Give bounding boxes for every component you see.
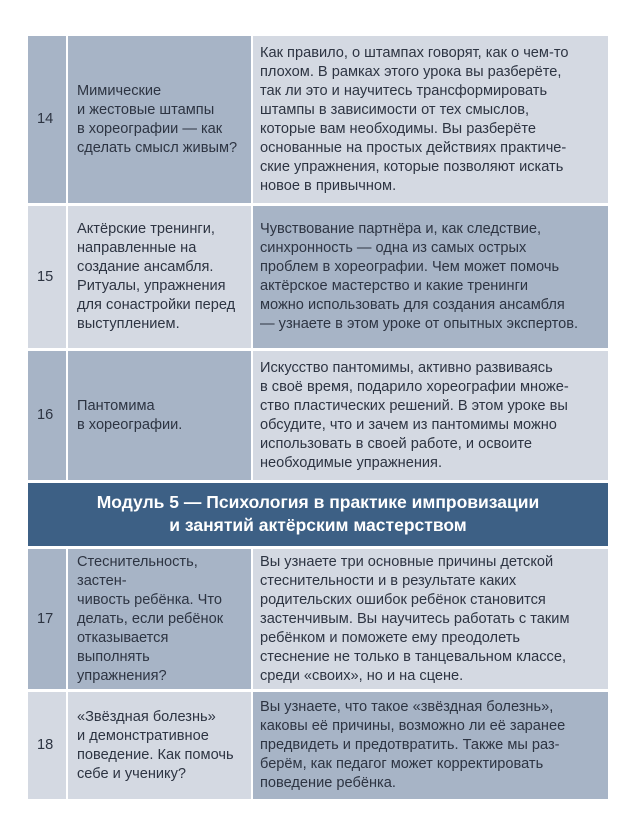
lesson-number: 17 [28,549,66,689]
table-row [28,206,608,351]
lesson-description: Вы узнаете, что такое «звёздная болезнь», каковы её причины, возможно ли её заранее предвидеть и предотвратить. Также мы раз- берём, как педагог может корректировать поведение ребёнка. [253,692,608,799]
lesson-number: 18 [28,692,66,799]
lesson-theme: Актёрские тренинги, направленные на создание ансамбля. Ритуалы, упражнения для сонастройки перед выступлением. [66,206,253,348]
module-title-line-2: и занятий актёрским мастерством [169,515,467,535]
module-header [28,483,608,549]
lesson-number: 16 [28,351,66,480]
table-row [28,549,608,692]
lesson-theme: «Звёздная болезнь» и демонстративное поведение. Как помочь себе и ученику? [66,692,253,799]
table-row [28,351,608,483]
lesson-theme: Стеснительность, застен- чивость ребёнка. Что делать, если ребёнок отказывается выполнять упражнения? [66,549,253,689]
lesson-description: Вы узнаете три основные причины детской стеснительности и в результате каких родительских ошибок ребёнок становится застенчивым. Вы научитесь работать с таким ребёнком и поможете ему преодолеть стеснение не только в танцевальном классе, среди «своих», но и на сцене. [253,549,608,689]
lesson-description: Искусство пантомимы, активно развиваясь в своё время, подарило хореографии множе- ство пластических решений. В этом уроке вы обсудите, что и зачем из пантомимы можно использовать в своей работе, и освоите необходимые упражнения. [253,351,608,480]
curriculum-table [28,36,608,799]
table-row [28,36,608,206]
lesson-theme: Пантомима в хореографии. [66,351,253,480]
lesson-theme: Мимические и жестовые штампы в хореографии — как сделать смысл живым? [66,36,253,203]
lesson-number: 15 [28,206,66,348]
lesson-description: Как правило, о штампах говорят, как о чем-то плохом. В рамках этого урока вы разберёте, так ли это и научитесь трансформировать штампы в зависимости от тех смыслов, которые вам необходимы. Вы разберёте основанные на простых действиях практиче- ские упражнения, которые позволяют искать новое в привычном. [253,36,608,203]
lesson-number: 14 [28,36,66,203]
table-row [28,692,608,799]
module-title-line-1: Модуль 5 — Психология в практике импровизации [96,492,540,512]
lesson-description: Чувствование партнёра и, как следствие, синхронность — одна из самых острых проблем в хореографии. Чем может помочь актёрское мастерство и какие тренинги можно использовать для создания ансамбля — узнаете в этом уроке от опытных экспертов. [253,206,608,348]
